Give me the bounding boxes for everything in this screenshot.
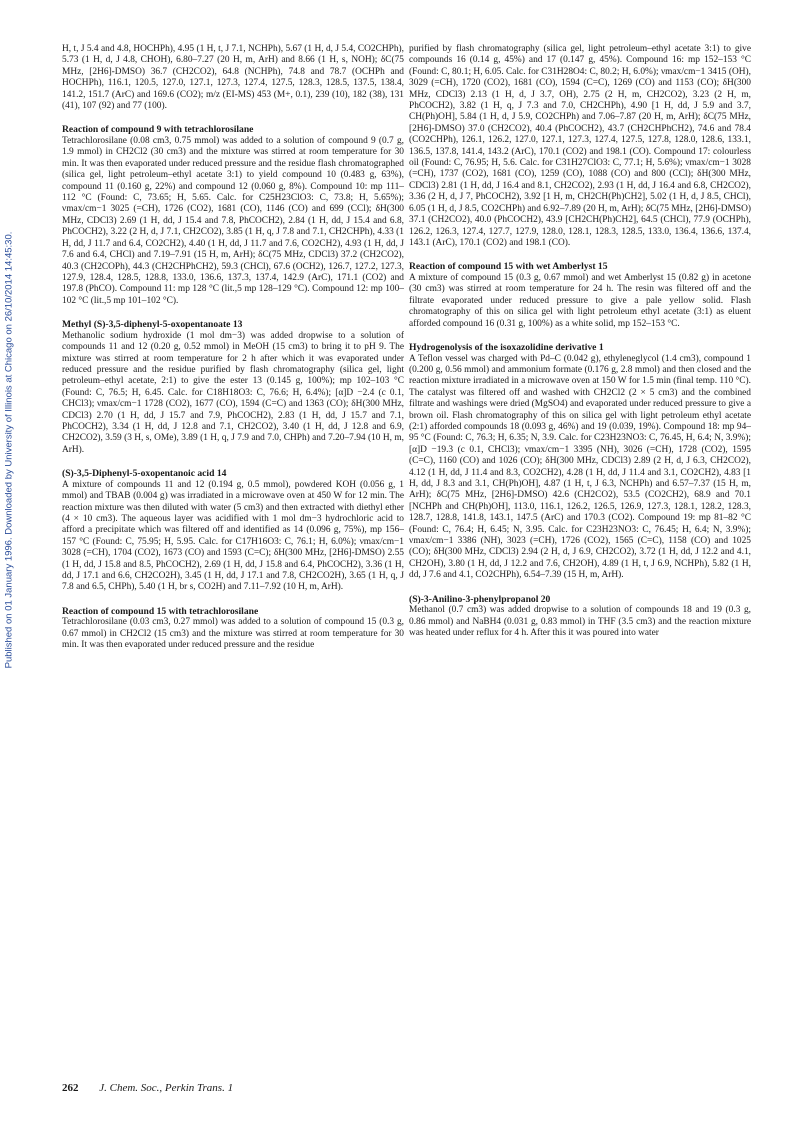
journal-name: J. Chem. Soc., Perkin Trans. 1	[99, 1082, 234, 1094]
section-heading: (S)-3,5-Diphenyl-5-oxopentanoic acid 14	[62, 468, 227, 480]
right-column	[409, 44, 751, 651]
section-heading: (S)-3-Anilino-3-phenylpropanol 20	[409, 593, 551, 605]
section-heading: Reaction of compound 9 with tetrachlorosilane	[62, 124, 254, 136]
section-heading: Methyl (S)-3,5-diphenyl-5-oxopentanoate 13	[62, 319, 243, 331]
section-body: Methanolic sodium hydroxide (1 mol dm−3) was added dropwise to a solution of compounds 11 and 12 (0.20 g, 0.52 mmol) in MeOH (15 cm3) to bring it to pH 9. The mixture was stirred at room temperature for 2 h after which it was evaporated under reduced pressure and the residue purified by flash chromatography (silica gel, light petroleum–ethyl acetate, 2:1) to give the ester 13 (0.145 g, 100%); mp 102–103 °C (Found: C, 76.5; H, 6.45. Calc. for C18H18O3: C, 76.6; H, 6.4%); [α]D −2.4 (c 0.1, CHCl3); νmax/cm−1 1728 (CO2), 1677 (CO), 1594 (C=C) and 1363 (CO); δH(300 MHz, CDCl3) 2.70 (1 H, dd, J 15.7 and 7.9, PhCOCH2), 2.83 (1 H, dd, J 15.7 and 7.1, PhCOCH2), 3.34 (1 H, dd, J 12.8 and 7.1, CH2CO2), 3.40 (1 H, dd, J 12.8 and 6.9, CH2CO2), 3.59 (3 H, s, OMe), 3.89 (1 H, q, J 7.9 and 7.0, CHPh) and 7.20–7.94 (10 H, m, ArH).	[62, 330, 404, 455]
section-hydrogenolysis	[409, 342, 751, 582]
section-heading: Hydrogenolysis of the isoxazolidine derivative 1	[409, 341, 604, 353]
section-body: Tetrachlorosilane (0.08 cm3, 0.75 mmol) was added to a solution of compound 9 (0.7 g, 1.9 mmol) in CH2Cl2 (30 cm3) and the mixture was stirred at room temperature for 30 min. It was then evaporated under reduced pressure and the residue flash chromatographed (silica gel, light petroleum–ethyl acetate 3:1) to yield compound 10 (0.483 g, 63%), compound 11 (0.160 g, 22%) and compound 12 (0.060 g, 8%). Compound 10: mp 111–112 °C (Found: C, 73.65; H, 5.65. Calc. for C25H23ClO3: C, 73.8; H, 5.65%); νmax/cm−1 3025 (=CH), 1726 (CO2), 1681 (CO), 1146 (CO) and 699 (CCl); δH(300 MHz, CDCl3) 2.69 (1 H, dd, J 15.4 and 7.8, PhCOCH2), 2.84 (1 H, dd, J 15.4 and 6.8, PhCOCH2), 3.22 (2 H, d, J 7.1, CH2CO2), 3.85 (1 H, q, J 7.8 and 7.1, CH2CHPh), 4.33 (1 H, dd, J 11.7 and 6.4, CO2CH2), 4.40 (1 H, dd, J 11.7 and 7.6, CO2CH2), 4.93 (1 H, dd, J 7.6 and 6.4, CHCl) and 7.19–7.91 (15 H, m, ArH); δC(75 MHz, CDCl3) 37.2 (CH2CO2), 40.3 (CH2COPh), 44.3 (CH2CHPhCH2), 59.3 (CHCl), 67.6 (OCH2), 126.7, 127.2, 127.3, 127.9, 128.4, 128.5, 128.8, 133.0, 136.6, 137.3, 137.4, 142.9 (ArC), 171.1 (CO2) and 197.8 (PhCO). Compound 11: mp 128 °C (lit.,5 mp 128–129 °C). Compound 12: mp 100–102 °C (lit.,5 mp 101–102 °C).	[62, 136, 404, 306]
section-body: Methanol (0.7 cm3) was added dropwise to a solution of compounds 18 and 19 (0.3 g, 0.86 mmol) and NaBH4 (0.031 g, 0.83 mmol) in THF (3.5 cm3) and the reaction mixture was heated under reflux for 4 h. After this it was poured into water	[409, 605, 751, 639]
section-compound-9	[62, 124, 404, 307]
section-body: A Teflon vessel was charged with Pd–C (0.042 g), ethyleneglycol (1.4 cm3), compound 1 (0.200 g, 0.56 mmol) and ammonium formate (0.176 g, 2.8 mmol) and then closed and the reaction mixture irradiated in a microwave oven at 150 W for 1.5 min (final temp. 110 °C). The catalyst was filtered off and washed with CH2Cl2 (2 × 5 cm3) and the combined filtrate and washings were dried (MgSO4) and evaporated under reduced pressure to give a brown oil. Flash chromatography of this on silica gel with light petroleum ethyl acetate (2:1) afforded compounds 18 (0.093 g, 46%) and 19 (0.039, 19%). Compound 18: mp 94–95 °C (Found: C, 76.3; H, 6.35; N, 3.9. Calc. for C23H23NO3: C, 76.45, H, 6.4; N, 3.9%); [α]D −19.3 (c 0.1, CHCl3); νmax/cm−1 3395 (NH), 3026 (=CH), 1728 (CO2), 1595 (C=C), 1160 (CO) and 1026 (CO); δH(300 MHz, CDCl3) 2.89 (2 H, d, J 6.3, CH2CO2), 4.12 (1 H, dd, J 11.4 and 8.3, CO2CH2), 4.28 (1 H, dd, J 11.4 and 3.1, CO2CH2), 4.83 [1 H, dd, J 8.3 and 3.1, CH(Ph)OH], 4.87 (1 H, t, J 6.3, NCHPh) and 6.57–7.37 (15 H, m, ArH); δC(75 MHz, [2H6]-DMSO) 42.6 (CH2CO2), 53.5 (CO2CH2), 68.9 and 70.1 [NCHPh and CH(Ph)OH], 113.0, 116.1, 126.2, 126.5, 126.9, 127.3, 128.1, 128.2, 128.3, 128.7, 128.8, 141.8, 143.1, 147.5 (ArC) and 170.3 (CO2). Compound 19: mp 81–82 °C (Found: C, 76.4; H, 6.45; N, 3.95. Calc. for C23H23NO3: C, 76.45; H, 6.4; N, 3.9%); νmax/cm−1 3386 (NH), 3023 (=CH), 1726 (CO2), 1565 (C=C), 1158 (CO) and 1025 (CO); δH(300 MHz, CDCl3) 2.94 (2 H, d, J 6.9, CH2CO2), 3.72 (1 H, dd, J 12.2 and 4.1, CH2OH), 3.80 (1 H, dd, J 12.2 and 7.6, CH2OH), 4.89 (1 H, t, J 6.9, NCHPh), 5.82 (1 H, dd, J 7.6 and 4.1, CO2CHPh), 6.54–7.39 (15 H, m, ArH).	[409, 353, 751, 581]
section-body: A mixture of compounds 11 and 12 (0.194 g, 0.5 mmol), powdered KOH (0.056 g, 1 mmol) and TBAB (0.004 g) was irradiated in a microwave oven at 450 W for 12 min. The reaction mixture was then diluted with water (5 cm3) and then extracted with diethyl ether (4 × 10 cm3). The aqueous layer was acidified with 1 mol dm−3 hydrochloric acid to afford a precipitate which was filtered off and identified as 14 (0.096 g, 75%), mp 156–157 °C (Found: C, 75.95; H, 5.95. Calc. for C17H16O3: C, 76.1; H, 6.0%); νmax/cm−1 3028 (=CH), 1704 (CO2), 1673 (CO) and 1593 (C=C); δH(300 MHz, [2H6]-DMSO) 2.55 (1 H, dd, J 15.8 and 8.5, PhCOCH2), 2.69 (1 H, dd, J 15.8 and 6.4, PhCOCH2), 3.36 (1 H, dd, J 17.1 and 6.6, CH2CO2H), 3.45 (1 H, dd, J 17.1 and 7.8, CH2CO2H), 3.65 (1 H, q, J 7.8 and 6.5, CHPh), 5.40 (1 H, br s, CO2H) and 7.11–7.92 (10 H, m, ArH).	[62, 479, 404, 593]
section-compound-15	[62, 606, 404, 652]
section-heading: Reaction of compound 15 with wet Amberlyst 15	[409, 261, 608, 273]
page-footer	[62, 1082, 233, 1094]
download-watermark	[2, 150, 16, 750]
section-acid-14	[62, 468, 404, 594]
download-notice: Published on 01 January 1996. Downloaded by University of Illinois at Chicago on 26/10/2014 14:45:30.	[3, 231, 15, 669]
section-body: purified by flash chromatography (silica gel, light petroleum–ethyl acetate 3:1) to give compounds 16 (0.14 g, 45%) and 17 (0.147 g, 45%). Compound 16: mp 152–153 °C (Found: C, 80.1; H, 6.05. Calc. for C31H28O4: C, 80.2; H, 6.0%); νmax/cm−1 3415 (OH), 3029 (=CH), 1720 (CO2), 1681 (CO), 1594 (C=C), 1269 (CO) and 1153 (CO); δH(300 MHz, CDCl3) 2.13 (1 H, d, J 3.7, OH), 2.75 (2 H, m, CH2CO2), 3.23 (2 H, m, PhCOCH2), 3.82 (1 H, q, J 7.3 and 7.0, CH2CHPh), 4.90 [1 H, dd, J 5.9 and 3.7, CH(Ph)OH], 5.84 (1 H, d, J 5.9, CO2CHPh) and 7.06–7.87 (20 H, m, ArH); δC(75 MHz, [2H6]-DMSO) 37.0 (CH2CO2), 40.4 (PhCOCH2), 43.7 (CH2CHPhCH2), 74.6 and 78.4 (CO2CHPh), 126.1, 126.2, 127.0, 127.1, 127.3, 127.4, 127.5, 127.8, 128.0, 128.6, 133.1, 136.5, 137.8, 141.4, 143.2 (ArC), 170.1 (CO2) and 198.1 (CO). Compound 17: colourless oil (Found: C, 76.95; H, 5.6. Calc. for C31H27ClO3: C, 77.1; H, 5.6%); νmax/cm−1 3028 (=CH), 1737 (CO2), 1681 (CO), 1259 (CO), 1088 (CO) and 800 (CCl); δH(300 MHz, CDCl3) 2.81 (1 H, dd, J 16.4 and 8.1, CH2CO2), 2.93 (1 H, dd, J 16.4 and 6.8, CH2CO2), 3.36 (2 H, d, J 7, PhCOCH2), 3.92 [1 H, m, CH2CH(Ph)CH2], 5.02 (1 H, d, J 8.5, CHCl), 6.05 (1 H, d, J 8.5, CO2CHPh) and 6.92–7.89 (20 H, m, ArH); δC(75 MHz, [2H6]-DMSO) 37.1 (CH2CO2), 40.0 (PhCOCH2), 43.9 [CH2CH(Ph)CH2], 64.5 (CHCl), 77.9 (OCHPh), 126.2, 126.3, 127.4, 127.7, 127.9, 128.0, 128.1, 128.3, 128.5, 133.0, 136.4, 136.6, 137.4, 143.1 (ArC), 170.1 (CO2) and 198.1 (CO).	[409, 44, 751, 248]
section-anilino-20	[409, 594, 751, 640]
section-continuation	[409, 44, 751, 249]
section-body: Tetrachlorosilane (0.03 cm3, 0.27 mmol) was added to a solution of compound 15 (0.3 g, 0.67 mmol) in CH2Cl2 (15 cm3) and the mixture was stirred at room temperature for 30 min. It was then evaporated under reduced pressure and the residue	[62, 617, 404, 651]
section-ester-13	[62, 319, 404, 456]
left-column	[62, 44, 404, 664]
page-number: 262	[62, 1082, 79, 1094]
section-amberlyst	[409, 261, 751, 330]
section-heading: Reaction of compound 15 with tetrachlorosilane	[62, 605, 259, 617]
section-body: A mixture of compound 15 (0.3 g, 0.67 mmol) and wet Amberlyst 15 (0.82 g) in acetone (30 cm3) was stirred at room temperature for 24 h. The resin was filtered off and the filtrate evaporated under reduced pressure to give a pale yellow solid. Flash chromatography of this on silica gel with light petroleum ethyl acetate (3:1) as eluent afforded compound 16 (0.31 g, 100%) as a white solid, mp 152–153 °C.	[409, 272, 751, 329]
section-continuation	[62, 44, 404, 112]
section-body: H, t, J 5.4 and 4.8, HOCHPh), 4.95 (1 H, t, J 7.1, NCHPh), 5.67 (1 H, d, J 5.4, CO2CHPh), 5.73 (1 H, d, J 4.8, CHOH), 6.80–7.27 (20 H, m, ArH) and 8.66 (1 H, s, NOH); δC(75 MHz, [2H6]-DMSO) 36.7 (CH2CO2), 64.8 (NCHPh), 74.8 and 78.7 (OCHPh and HOCHPh), 116.1, 120.5, 127.0, 127.1, 127.3, 127.4, 127.5, 128.3, 128.5, 137.5, 138.4, 141.2, 151.7 (ArC) and 169.6 (CO2); m/z (EI-MS) 453 (M+, 0.1), 239 (10), 182 (38), 131 (41), 107 (92) and 77 (100).	[62, 44, 404, 112]
